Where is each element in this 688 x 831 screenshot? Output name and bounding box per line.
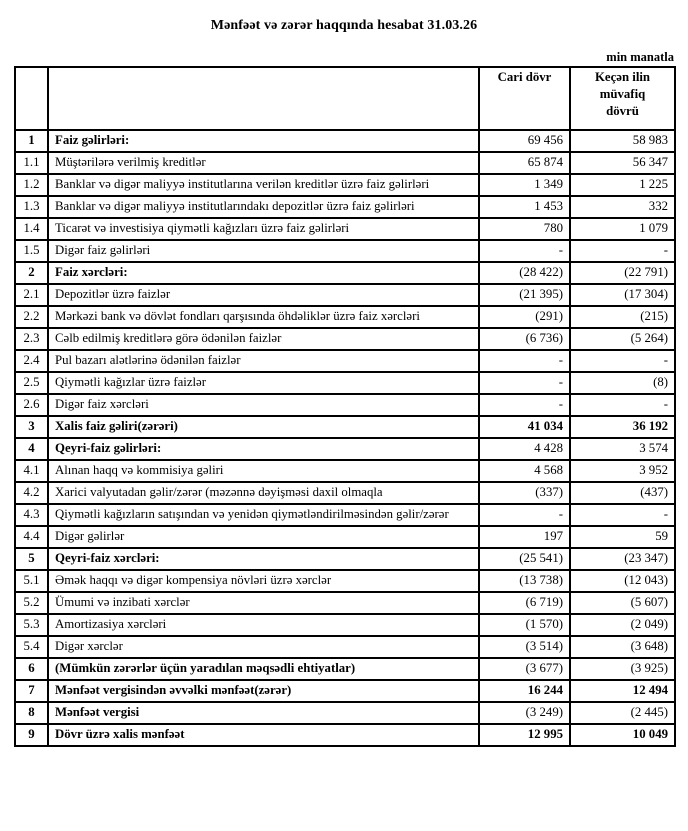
previous-period-value: -	[570, 240, 675, 262]
row-number: 7	[15, 680, 48, 702]
previous-period-value: (8)	[570, 372, 675, 394]
row-label: Faiz gəlirləri:	[48, 130, 479, 152]
previous-period-value: (3 925)	[570, 658, 675, 680]
row-label: Digər faiz gəlirləri	[48, 240, 479, 262]
previous-period-value: (3 648)	[570, 636, 675, 658]
previous-period-value: 1 225	[570, 174, 675, 196]
unit-note: min manatla	[606, 50, 674, 64]
current-period-value: 65 874	[479, 152, 570, 174]
table-row	[15, 174, 675, 196]
previous-period-value: -	[570, 350, 675, 372]
current-period-value: 12 995	[479, 724, 570, 746]
row-number: 3	[15, 416, 48, 438]
previous-period-value: 1 079	[570, 218, 675, 240]
row-label: Dövr üzrə xalis mənfəət	[48, 724, 479, 746]
current-period-value: (28 422)	[479, 262, 570, 284]
report-title: Mənfəət və zərər haqqında hesabat 31.03.26	[210, 18, 478, 33]
previous-period-value: (5 264)	[570, 328, 675, 350]
row-number: 5.1	[15, 570, 48, 592]
profit-loss-table	[14, 66, 676, 747]
row-label: Banklar və digər maliyyə institutlarına verilən kreditlər üzrə faiz gəlirləri	[48, 174, 479, 196]
row-number: 4.1	[15, 460, 48, 482]
row-label: Digər faiz xərcləri	[48, 394, 479, 416]
table-row	[15, 306, 675, 328]
table-row	[15, 570, 675, 592]
row-label: Cəlb edilmiş kreditlərə görə ödənilən faizlər	[48, 328, 479, 350]
row-number: 9	[15, 724, 48, 746]
row-label: Müştərilərə verilmiş kreditlər	[48, 152, 479, 174]
current-period-label: Cari dövr	[497, 70, 552, 84]
row-number: 2.3	[15, 328, 48, 350]
previous-period-value: 10 049	[570, 724, 675, 746]
table-row	[15, 636, 675, 658]
current-period-value: 4 568	[479, 460, 570, 482]
table-row	[15, 262, 675, 284]
table-row	[15, 130, 675, 152]
previous-period-value: 58 983	[570, 130, 675, 152]
row-number: 1.1	[15, 152, 48, 174]
current-period-value: -	[479, 240, 570, 262]
row-label: Qeyri-faiz xərcləri:	[48, 548, 479, 570]
table-row	[15, 394, 675, 416]
row-number: 2.6	[15, 394, 48, 416]
current-period-value: -	[479, 372, 570, 394]
previous-period-value: (12 043)	[570, 570, 675, 592]
current-period-value: (3 514)	[479, 636, 570, 658]
table-row	[15, 548, 675, 570]
table-row	[15, 658, 675, 680]
row-number: 6	[15, 658, 48, 680]
current-period-value: (6 719)	[479, 592, 570, 614]
table-row	[15, 152, 675, 174]
row-label: Əmək haqqı və digər kompensiya növləri üzrə xərclər	[48, 570, 479, 592]
previous-period-value: (215)	[570, 306, 675, 328]
row-label: Alınan haqq və kommisiya gəliri	[48, 460, 479, 482]
current-period-value: (13 738)	[479, 570, 570, 592]
table-row	[15, 702, 675, 724]
current-period-value: 69 456	[479, 130, 570, 152]
row-number: 1.2	[15, 174, 48, 196]
row-label: Ümumi və inzibati xərclər	[48, 592, 479, 614]
row-number: 5	[15, 548, 48, 570]
table-row	[15, 504, 675, 526]
previous-period-value: (5 607)	[570, 592, 675, 614]
row-number: 4.2	[15, 482, 48, 504]
current-period-value: 4 428	[479, 438, 570, 460]
previous-period-value: -	[570, 394, 675, 416]
current-period-value: (3 677)	[479, 658, 570, 680]
table-row	[15, 460, 675, 482]
row-number: 5.2	[15, 592, 48, 614]
previous-period-value: (23 347)	[570, 548, 675, 570]
table-row	[15, 680, 675, 702]
table-row	[15, 526, 675, 548]
row-label: Amortizasiya xərcləri	[48, 614, 479, 636]
previous-period-value: 3 952	[570, 460, 675, 482]
row-number: 8	[15, 702, 48, 724]
previous-period-value: (2 445)	[570, 702, 675, 724]
row-label: Xalis faiz gəliri(zərəri)	[48, 416, 479, 438]
row-number: 5.4	[15, 636, 48, 658]
row-label: Pul bazarı alətlərinə ödənilən faizlər	[48, 350, 479, 372]
previous-period-value: (437)	[570, 482, 675, 504]
previous-period-value: 332	[570, 196, 675, 218]
current-period-value: -	[479, 504, 570, 526]
row-label: Qiymətli kağızların satışından və yenidən qiymətləndirilməsindən gəlir/zərər	[48, 504, 479, 526]
current-period-value: -	[479, 394, 570, 416]
current-period-value: (25 541)	[479, 548, 570, 570]
current-period-value: (1 570)	[479, 614, 570, 636]
header-cell-empty-no	[15, 67, 48, 130]
previous-period-value: 12 494	[570, 680, 675, 702]
row-label: (Mümkün zərərlər üçün yaradılan məqsədli ehtiyatlar)	[48, 658, 479, 680]
current-period-value: 41 034	[479, 416, 570, 438]
table-row	[15, 482, 675, 504]
table-row	[15, 240, 675, 262]
previous-period-value: 56 347	[570, 152, 675, 174]
previous-period-value: (2 049)	[570, 614, 675, 636]
previous-period-value: -	[570, 504, 675, 526]
table-row	[15, 416, 675, 438]
row-number: 2	[15, 262, 48, 284]
row-label: Ticarət və investisiya qiymətli kağızları üzrə faiz gəlirləri	[48, 218, 479, 240]
row-number: 4.4	[15, 526, 48, 548]
current-period-value: (6 736)	[479, 328, 570, 350]
current-period-value: 197	[479, 526, 570, 548]
current-period-value: -	[479, 350, 570, 372]
current-period-value: (291)	[479, 306, 570, 328]
table-row	[15, 196, 675, 218]
current-period-value: 780	[479, 218, 570, 240]
row-number: 2.2	[15, 306, 48, 328]
previous-period-label: Keçən ilin müvafiq dövrü	[594, 70, 651, 118]
header-cell-current-period	[479, 67, 570, 130]
table-row	[15, 350, 675, 372]
table-row	[15, 592, 675, 614]
row-label: Xarici valyutadan gəlir/zərər (məzənnə dəyişməsi daxil olmaqla	[48, 482, 479, 504]
row-label: Digər xərclər	[48, 636, 479, 658]
previous-period-value: (22 791)	[570, 262, 675, 284]
table-row	[15, 284, 675, 306]
table-row	[15, 328, 675, 350]
row-label: Mərkəzi bank və dövlət fondları qarşısında öhdəliklər üzrə faiz xərcləri	[48, 306, 479, 328]
row-label: Digər gəlirlər	[48, 526, 479, 548]
row-number: 1.4	[15, 218, 48, 240]
header-cell-empty-label	[48, 67, 479, 130]
current-period-value: (337)	[479, 482, 570, 504]
table-row	[15, 372, 675, 394]
row-number: 4.3	[15, 504, 48, 526]
row-number: 2.1	[15, 284, 48, 306]
row-number: 1	[15, 130, 48, 152]
header-cell-previous-period	[570, 67, 675, 130]
table-header-row	[15, 67, 675, 130]
current-period-value: (3 249)	[479, 702, 570, 724]
row-label: Qeyri-faiz gəlirləri:	[48, 438, 479, 460]
row-number: 1.3	[15, 196, 48, 218]
row-label: Mənfəət vergisi	[48, 702, 479, 724]
table-row	[15, 724, 675, 746]
row-label: Mənfəət vergisindən əvvəlki mənfəət(zərər)	[48, 680, 479, 702]
row-number: 4	[15, 438, 48, 460]
previous-period-value: 36 192	[570, 416, 675, 438]
row-number: 2.4	[15, 350, 48, 372]
previous-period-value: (17 304)	[570, 284, 675, 306]
current-period-value: 1 453	[479, 196, 570, 218]
current-period-value: 1 349	[479, 174, 570, 196]
row-label: Banklar və digər maliyyə institutlarındakı depozitlər üzrə faiz gəlirləri	[48, 196, 479, 218]
row-label: Qiymətli kağızlar üzrə faizlər	[48, 372, 479, 394]
current-period-value: 16 244	[479, 680, 570, 702]
table-row	[15, 614, 675, 636]
row-number: 1.5	[15, 240, 48, 262]
previous-period-value: 3 574	[570, 438, 675, 460]
row-label: Depozitlər üzrə faizlər	[48, 284, 479, 306]
row-number: 5.3	[15, 614, 48, 636]
table-body	[15, 130, 675, 746]
table-row	[15, 438, 675, 460]
current-period-value: (21 395)	[479, 284, 570, 306]
row-number: 2.5	[15, 372, 48, 394]
previous-period-value: 59	[570, 526, 675, 548]
row-label: Faiz xərcləri:	[48, 262, 479, 284]
table-row	[15, 218, 675, 240]
